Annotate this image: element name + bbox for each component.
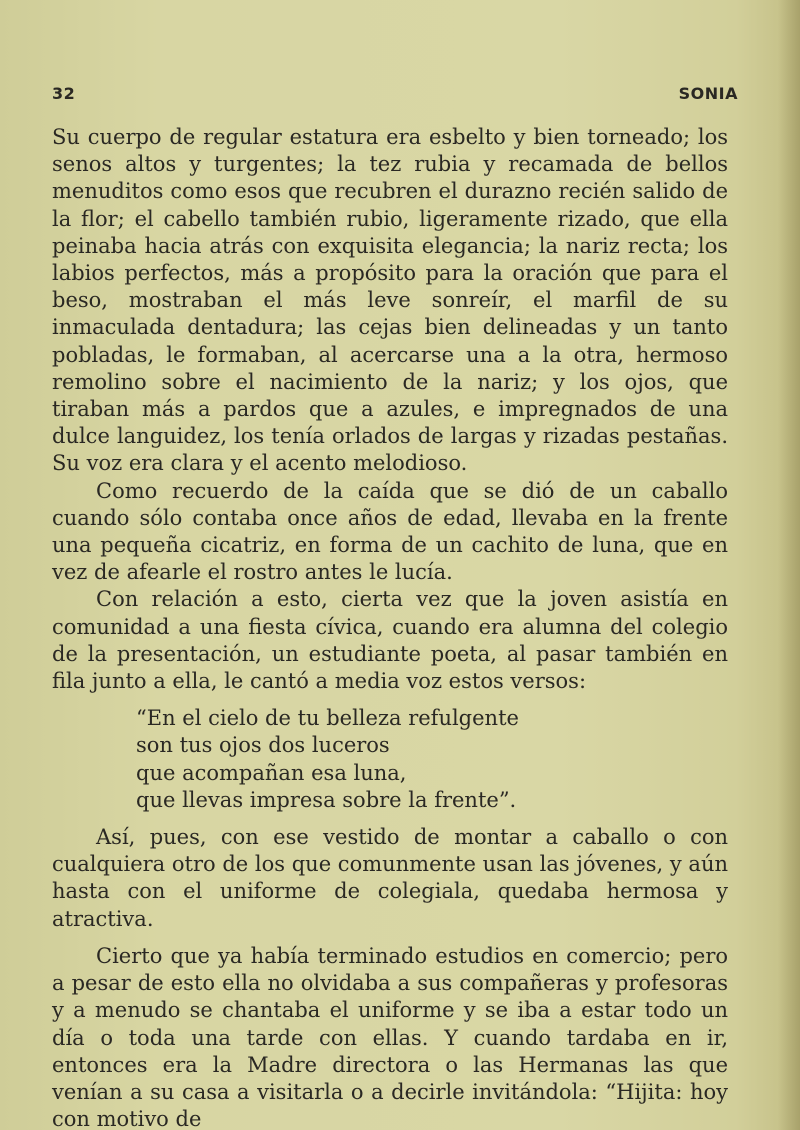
verse-line: son tus ojos dos luceros (136, 733, 390, 758)
verse-line: que llevas impresa sobre la frente”. (136, 787, 517, 812)
verse-line: “En el cielo de tu belleza refulgente (136, 706, 519, 731)
paragraph: Así, pues, con ese vestido de montar a caballo o con cualquiera otro de los que comunmente usan las jóvenes, y aún hasta con el uniforme de colegiala, quedaba hermosa y atractiva. (52, 825, 728, 931)
paragraph: Su cuerpo de regular estatura era esbelto y bien torneado; los senos altos y turgentes; la tez rubia y recamada de bellos menuditos como esos que recubren el durazno recién salido de la flor; el cabello también rubio, ligeramente rizado, que ella peinaba hacia atrás con exquisita elegancia; la nariz recta; los labios perfectos, más a propósito para la oración que para el beso, mostraban el más leve sonreír, el marfil de su inmaculada dentadura; las cejas bien delineadas y un tanto pobladas, le formaban, al acercarse una a la otra, hermoso remolino sobre el nacimiento de la nariz; y los ojos, que tiraban más a pardos que a azules, e impregnados de una dulce languidez, los tenía orlados de largas y rizadas pestañas. Su voz era clara y el acento melodioso. (52, 125, 728, 476)
verse-block (136, 705, 728, 814)
running-title: SONIA (678, 84, 738, 103)
page-edge-shadow (778, 0, 800, 1130)
paragraph: Con relación a esto, cierta vez que la joven asistía en comunidad a una fiesta cívica, cuando era alumna del colegio de la presentación, un estudiante poeta, al pasar también en fila junto a ella, le cantó a media voz estos versos: (52, 587, 728, 694)
page-header (52, 84, 738, 110)
verse-line: que acompañan esa luna, (136, 760, 407, 785)
paragraph: Como recuerdo de la caída que se dió de un caballo cuando sólo contaba once años de edad, llevaba en la frente una pequeña cicatriz, en forma de un cachito de luna, que en vez de afearle el rostro antes le lucía. (52, 478, 728, 585)
page-number: 32 (52, 84, 76, 103)
paragraph: Cierto que ya había terminado estudios en comercio; pero a pesar de esto ella no olvidaba a sus compañeras y profesoras y a menudo se chantaba el uniforme y se iba a estar todo un día o toda una tarde con ellas. Y cuando tardaba en ir, entonces era la Madre directora o las Hermanas las que venían a su casa a visitarla o a decirle invitándola: “Hijita: hoy con motivo de (52, 943, 728, 1130)
body-text (52, 124, 728, 1130)
